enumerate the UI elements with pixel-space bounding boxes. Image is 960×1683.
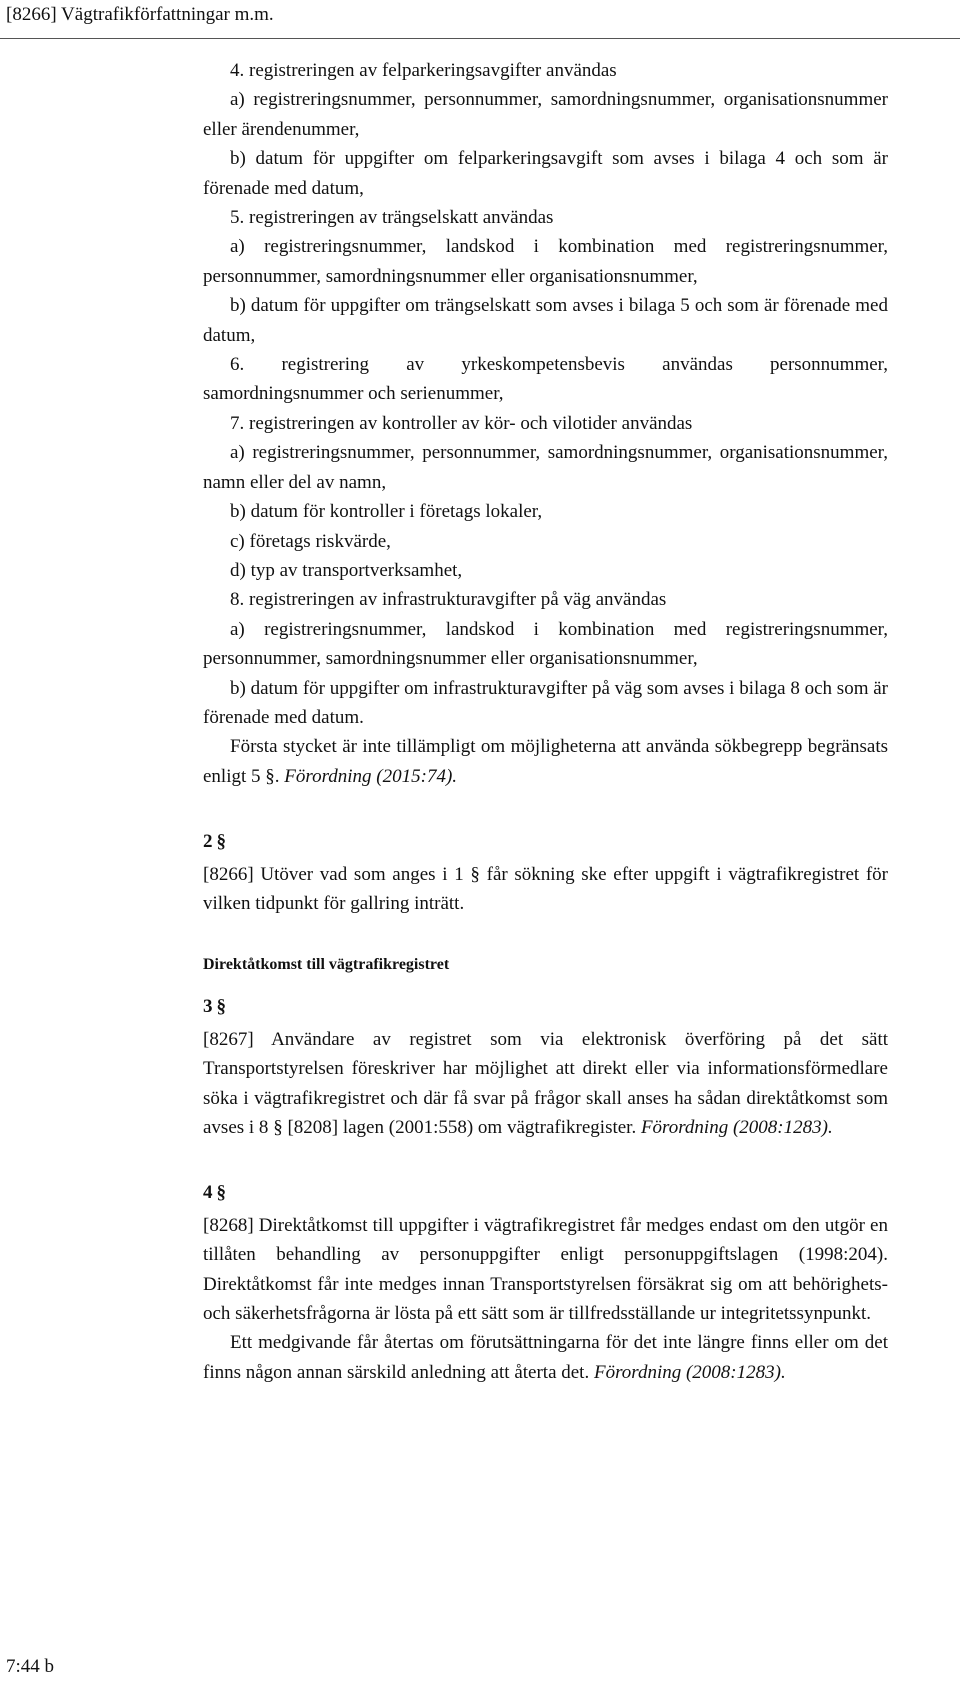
section-2-paragraph: [203, 860, 888, 919]
section-3-text-before: [8267] Användare av registret som via elektronisk överföring på det sätt Transportstyrelsen föreskriver har möjlighet att direkt eller via informationsförmedlare söka i vägtrafikregistret och där få svar på frågor skall anses ha sådan direktåtkomst som avses i 8: [203, 1028, 888, 1138]
closing-paragraph: [203, 732, 888, 791]
list-item-5-b: b) datum för uppgifter om trängselskatt som avses i bilaga 5 och som är förenade med datum,: [203, 295, 888, 346]
citation: Förordning (2015:74).: [284, 765, 458, 787]
citation: Förordning (2008:1283).: [640, 1117, 833, 1138]
heading-direct-access: Direktåtkomst till vägtrafikregistret: [203, 956, 450, 974]
list-item-5-a: a) registreringsnummer, landskod i kombination med registreringsnummer, personnummer, samordningsnummer eller organisationsnummer,: [203, 236, 888, 287]
running-header: [8266] Vägtrafikförfattningar m.m.: [6, 4, 274, 25]
section-3-number: 3 §: [203, 992, 888, 1021]
page-number: 7:44 b: [6, 1656, 55, 1677]
document-body: [203, 56, 888, 1387]
section-sign: §: [470, 863, 480, 885]
section-4-text: Ett medgivande får återtas om förutsättningarna för det inte längre finns eller om det finns någon annan särskild anledning att återta det.: [203, 1332, 888, 1383]
list-item-4-a: a) registreringsnummer, personnummer, samordningsnummer, organisationsnummer eller ärendenummer,: [203, 89, 888, 140]
section-sign: §: [216, 1182, 226, 1204]
list-item-8-a: a) registreringsnummer, landskod i kombination med registreringsnummer, personnummer, samordningsnummer eller organisationsnummer,: [203, 618, 888, 670]
section-2-text-after: får sökning ske efter uppgift i vägtrafikregistret för vilken tidpunkt för gallring inträtt.: [203, 863, 888, 914]
closing-end: .: [274, 765, 285, 787]
list-item-7-title: 7. registreringen av kontroller av kör- och vilotider användas: [230, 412, 693, 434]
section-2-text-before: [8266] Utöver vad som anges i 1: [203, 863, 471, 885]
citation: Förordning (2008:1283).: [593, 1361, 786, 1383]
list-item-4-title: 4. registreringen av felparkeringsavgifter användas: [230, 60, 617, 81]
list-item-8-b: b) datum för uppgifter om infrastrukturavgifter på väg som avses i bilaga 8 och som är förenade med datum.: [203, 677, 888, 728]
closing-text: Första stycket är inte tillämpligt om möjligheterna att använda sökbegrepp begränsats enligt 5: [203, 736, 888, 787]
list-item-8-title: 8. registreringen av infrastrukturavgifter på väg användas: [230, 589, 667, 611]
list-item-6: 6. registrering av yrkeskompetensbevis användas personnummer, samordningsnummer och serienummer,: [203, 354, 888, 405]
section-4-paragraph-1: [8268] Direktåtkomst till uppgifter i vägtrafikregistret får medges endast om den utgör en tillåten behandling av personuppgifter enligt personuppgiftslagen (1998:204). Direktåtkomst får inte medges innan Transportstyrelsen försäkrat sig om att behörighets- och säkerhetsfrågorna är lösta på ett sätt som är tillfredsställande ur integritetssynpunkt.: [203, 1214, 888, 1325]
section-3-text-after: [8208] lagen (2001:558) om vägtrafikregister.: [282, 1117, 641, 1138]
section-2-number: 2 §: [203, 827, 888, 856]
section-sign: §: [216, 996, 226, 1018]
list-item-5-title: 5. registreringen av trängselskatt användas: [230, 207, 554, 229]
section-sign: §: [265, 765, 275, 787]
section-4-paragraph-2: [203, 1328, 888, 1387]
list-item-7-b: b) datum för kontroller i företags lokaler,: [230, 501, 543, 523]
section-4-number: 4 §: [203, 1178, 888, 1207]
section-sign: §: [273, 1117, 283, 1138]
section-3-paragraph: [203, 1025, 888, 1143]
list-item-4-b: b) datum för uppgifter om felparkeringsavgift som avses i bilaga 4 och som är förenade med datum,: [203, 148, 888, 199]
header-rule: [0, 38, 960, 39]
list-item-7-d: d) typ av transportverksamhet,: [230, 559, 463, 581]
section-sign: §: [216, 831, 226, 853]
list-item-7-a: a) registreringsnummer, personnummer, samordningsnummer, organisationsnummer, namn eller del av namn,: [203, 442, 888, 493]
list-item-7-c: c) företags riskvärde,: [230, 530, 391, 552]
